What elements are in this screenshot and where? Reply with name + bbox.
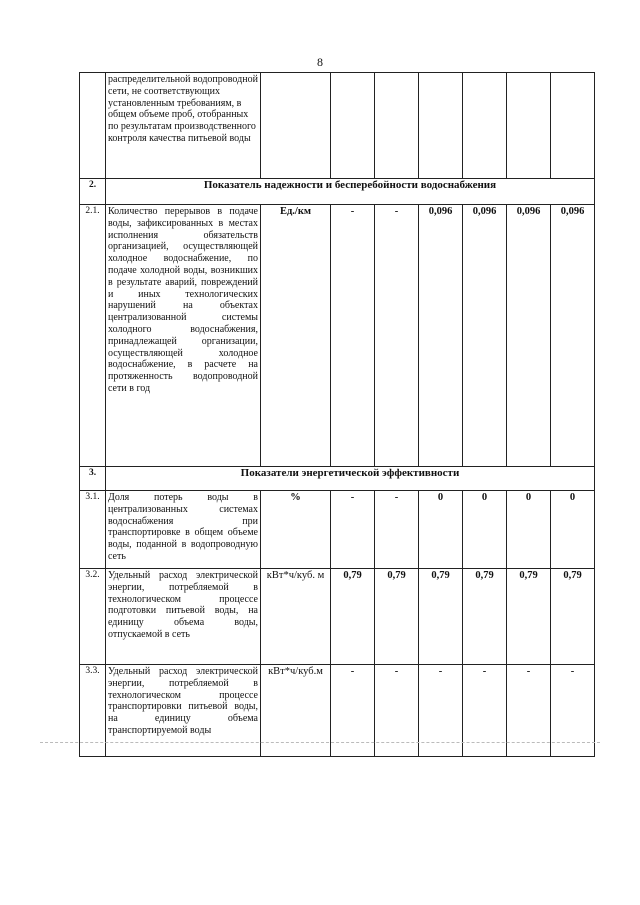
- row-number: 3.2.: [80, 569, 106, 665]
- unit-cell: кВт*ч/куб.м: [261, 665, 331, 757]
- table-row: [80, 569, 595, 665]
- value-cell: 0: [463, 491, 507, 569]
- value-cell: 0,79: [551, 569, 595, 665]
- section-title: Показатели энергетической эффективности: [106, 467, 595, 491]
- value-cell: 0,096: [419, 205, 463, 467]
- value-cell: 0,096: [507, 205, 551, 467]
- indicator-name: Удельный расход электрической энергии, потребляемой в технологическом процессе подготовки питьевой воды, на единицу объема воды, отпускаемой в сеть: [106, 569, 261, 665]
- value-cell: -: [463, 665, 507, 757]
- section-header-row: [80, 467, 595, 491]
- table-row: [80, 491, 595, 569]
- section-header-row: [80, 179, 595, 205]
- page-number: 8: [317, 55, 323, 69]
- value-cell: 0,79: [375, 569, 419, 665]
- row-number: 3.1.: [80, 491, 106, 569]
- value-cell: 0: [419, 491, 463, 569]
- value-cell: -: [375, 665, 419, 757]
- table-row: [80, 73, 595, 179]
- row-number: 2.1.: [80, 205, 106, 467]
- unit-cell: кВт*ч/куб. м: [261, 569, 331, 665]
- value-cell: -: [551, 665, 595, 757]
- value-cell: -: [375, 491, 419, 569]
- value-cell: 0,79: [331, 569, 375, 665]
- indicator-name: Доля потерь воды в централизованных системах водоснабжения при транспортировке в общем объеме воды, поданной в водопроводную сеть: [106, 491, 261, 569]
- value-cell: -: [375, 205, 419, 467]
- indicator-name: Удельный расход электрической энергии, потребляемой в технологическом процессе транспортировки питьевой воды, на единицу объема транспортируемой воды: [106, 665, 261, 757]
- value-cell: -: [507, 665, 551, 757]
- value-cell: -: [331, 665, 375, 757]
- section-number: 2.: [80, 179, 106, 205]
- value-cell: 0,79: [463, 569, 507, 665]
- value-cell: 0,79: [419, 569, 463, 665]
- scan-artifact-line: [40, 742, 600, 743]
- indicator-name: Количество перерывов в подаче воды, зафиксированных в местах исполнения обязательств организацией, осуществляющей холодное водоснабжение, по подаче холодной воды, возникших в результате аварий, повреждений и иных технологических нарушений на объектах централизованной системы холодного водоснабжения, принадлежащей организации, осуществляющей холодное водоснабжение, в расчете на протяженность водопроводной сети в год: [106, 205, 261, 467]
- value-cell: -: [419, 665, 463, 757]
- section-title: Показатель надежности и бесперебойности водоснабжения: [106, 179, 595, 205]
- value-cell: -: [331, 205, 375, 467]
- section-number: 3.: [80, 467, 106, 491]
- value-cell: 0,096: [551, 205, 595, 467]
- unit-cell: Ед./км: [261, 205, 331, 467]
- value-cell: 0: [507, 491, 551, 569]
- row-number: 3.3.: [80, 665, 106, 757]
- table-row: [80, 205, 595, 467]
- value-cell: 0,79: [507, 569, 551, 665]
- value-cell: 0: [551, 491, 595, 569]
- unit-cell: %: [261, 491, 331, 569]
- value-cell: 0,096: [463, 205, 507, 467]
- indicators-table: [79, 72, 595, 757]
- indicator-name: распределительной водопроводной сети, не соответствующих установленным требованиям, в общем объеме проб, отобранных по результатам производственного контроля качества питьевой воды: [106, 73, 261, 179]
- value-cell: -: [331, 491, 375, 569]
